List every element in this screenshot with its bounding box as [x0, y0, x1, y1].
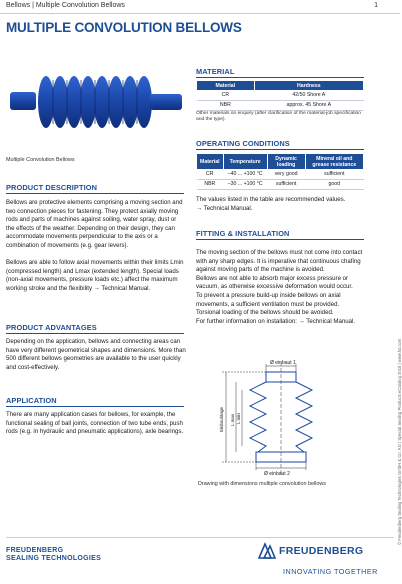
table-header-row: [197, 154, 364, 170]
operating-text: [196, 196, 366, 213]
breadcrumb: Bellows | Multiple Convolution Bellows: [6, 2, 125, 9]
table-cell: approx. 45 Shore A: [254, 101, 363, 111]
table-cell: CR: [197, 91, 255, 101]
page-title: MULTIPLE CONVOLUTION BELLOWS: [6, 20, 242, 35]
fitting-line: To prevent a pressure build-up inside bellows on axial movements, a sufficient ventilation must be provided.: [196, 291, 341, 308]
fitting-line: For further information on installation: → Technical Manual.: [196, 317, 356, 325]
column-header: Dynamic loading: [267, 154, 305, 170]
table-cell: 42/50 Shore A: [254, 91, 363, 101]
description-paragraph: Bellows are able to follow axial movements within their limits Lmin (compressed length) and Lmax (extended length). Special loads (non-axial movements, pressure loads etc.) affect the maximum working stroke and the flexibility → Technical Manual.: [6, 259, 184, 292]
fitting-line: Torsional loading of the bellows should be avoided.: [196, 309, 334, 317]
footer-rule: [6, 537, 394, 538]
bellows-dimension-drawing: [212, 360, 354, 476]
table-row: [197, 180, 364, 190]
fitting-line: The moving section of the bellows must not come into contact with any sharp edges. It is imperative that continuous chafing against moving parts of the machine is avoided.: [196, 249, 363, 274]
table-cell: CR: [197, 170, 224, 180]
table-cell: very good: [267, 170, 305, 180]
material-rule: [196, 77, 364, 78]
page-header: [0, 0, 400, 14]
footer-wordmark-line: SEALING TECHNOLOGIES: [6, 555, 102, 563]
description-heading: PRODUCT DESCRIPTION: [6, 183, 98, 192]
table-cell: NBR: [197, 180, 224, 190]
application-heading: APPLICATION: [6, 396, 57, 405]
application-text: There are many application cases for bellows, for example, the functional sealing of ball joints, connection of two tube ends, push rods (e.g. in hydraulic and pneumatic applications), axle bearings.: [6, 411, 184, 436]
table-row: [197, 101, 364, 111]
copyright-side-text: © Freudenberg Sealing Technologies GmbH & Co. KG | Special Sealing Products eCatalog 2015 | www.fst.com: [397, 338, 402, 545]
advantages-rule: [6, 333, 184, 334]
fitting-text: [196, 249, 368, 326]
material-table: [196, 80, 364, 111]
logo-text: FREUDENBERG: [279, 545, 364, 557]
bellows-product-image: [6, 64, 186, 144]
lmax-label: L max: [230, 413, 235, 426]
material-note: Other materials on enquiry (after clarification of the material-job specification and the type).: [196, 111, 361, 123]
operating-rule: [196, 149, 364, 150]
install-length-label: Einbaulänge: [219, 406, 224, 432]
table-cell: –30 ... +100 °C: [223, 180, 267, 190]
table-cell: good: [305, 180, 363, 190]
column-header: Mineral oil and grease resistance: [305, 154, 363, 170]
table-cell: sufficient: [267, 180, 305, 190]
table-cell: sufficient: [305, 170, 363, 180]
advantages-text: Depending on the application, bellows and connecting areas can have very different geometrical shapes and dimensions. More than 500 different bellows geometries are available to the user quickly and cost-effectively.: [6, 338, 186, 371]
table-cell: –40 ... +100 °C: [223, 170, 267, 180]
technical-manual-link[interactable]: → Technical Manual.: [196, 204, 253, 212]
tagline: INNOVATING TOGETHER: [283, 567, 378, 576]
fitting-heading: FITTING & INSTALLATION: [196, 229, 290, 238]
description-paragraph: Bellows are protective elements comprising a moving section and two connection pieces for fastening. They protect axially moving rods and parts of machines against soiling, water spray, dust or the effects of the weather. Depending on their design, they can accommodate movements perpendicular to the axis or a combination of movements (e.g. gear levers).: [6, 199, 183, 249]
table-row: [197, 170, 364, 180]
operating-table: [196, 153, 364, 190]
table-row: [197, 91, 364, 101]
column-header: Material: [197, 81, 255, 91]
fitting-rule: [196, 239, 364, 240]
advantages-heading: PRODUCT ADVANTAGES: [6, 323, 97, 332]
table-cell: NBR: [197, 101, 255, 111]
column-header: Material: [197, 154, 224, 170]
footer-wordmark: [6, 547, 101, 564]
description-text: [6, 199, 186, 302]
photo-caption: Multiple Convolution Bellows: [6, 157, 75, 163]
footer-wordmark-line: FREUDENBERG: [6, 547, 64, 554]
table-header-row: [197, 81, 364, 91]
freudenberg-logo-icon: [258, 543, 276, 559]
material-heading: MATERIAL: [196, 67, 235, 76]
diameter-bottom-label: Ø einbaut 2: [264, 471, 290, 477]
description-rule: [6, 193, 184, 194]
column-header: Hardness: [254, 81, 363, 91]
page-number: 1: [374, 2, 378, 9]
application-rule: [6, 406, 184, 407]
operating-line: The values listed in the table are recommended values.: [196, 196, 346, 203]
drawing-caption: Drawing with dimensions multiple convolution bellows: [198, 481, 326, 487]
diameter-top-label: Ø einbaut 1: [270, 360, 296, 366]
operating-heading: OPERATING CONDITIONS: [196, 139, 290, 148]
lmin-label: L min: [236, 413, 241, 424]
fitting-line: Bellows are not able to absorb major excess pressure or vacuum, as otherwise excessive deformation would occur.: [196, 274, 353, 291]
column-header: Temperature: [223, 154, 267, 170]
